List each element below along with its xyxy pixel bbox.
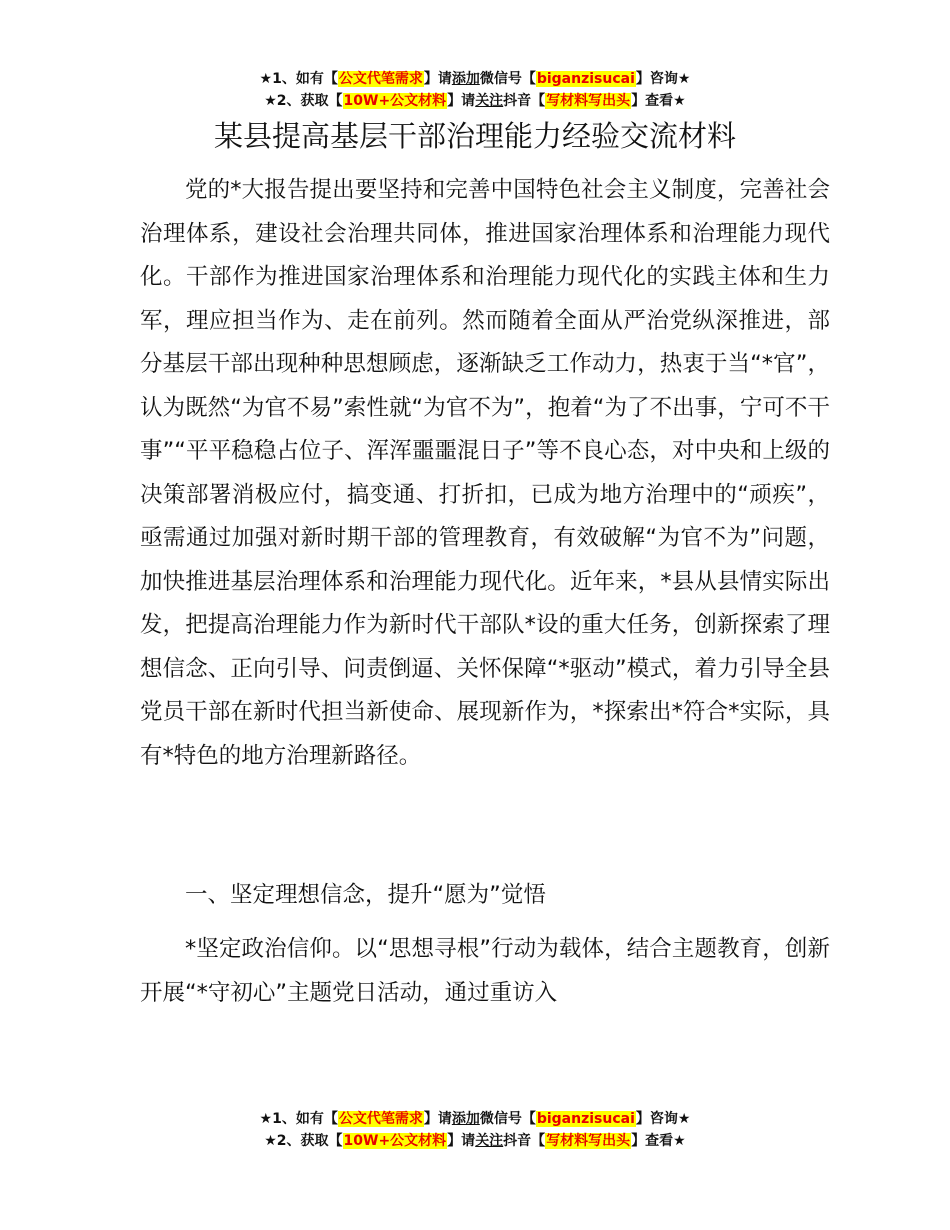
highlight-douyin-account: 写材料写出头 [546,1133,631,1149]
section-heading-1: 一、坚定理想信念，提升“愿为”觉悟 [185,882,546,908]
document-title: 某县提高基层干部治理能力经验交流材料 [213,119,736,153]
promo-text: ★1、如有【 [259,71,338,87]
highlight-service: 公文代笔需求 [338,71,423,87]
promo-text: 微信号【 [479,71,536,87]
highlight-materials: 10W+公文材料 [343,1133,447,1149]
promo-text: 抖音【 [503,1133,546,1149]
promo-text: 】请 [447,93,476,109]
promo-text: 】咨询★ [635,1111,691,1127]
promo-text: ★2、获取【 [264,93,343,109]
highlight-wechat-id: biganzisucai [536,71,635,87]
promo-line-1 [0,68,950,90]
promo-text: 】请 [423,71,452,87]
promo-text: 抖音【 [503,93,546,109]
promo-text: 微信号【 [479,1111,536,1127]
promo-line-2 [0,1130,950,1152]
underlined-text: 添加 [451,1111,480,1127]
underlined-text: 关注 [475,1133,504,1149]
promo-banner-bottom [0,1108,950,1152]
promo-line-2 [0,90,950,112]
promo-text: ★2、获取【 [264,1133,343,1149]
underlined-text: 添加 [451,71,480,87]
body-paragraph-1: 党的*大报告提出要坚持和完善中国特色社会主义制度，完善社会治理体系，建设社会治理共同体，推进国家治理体系和治理能力现代化。干部作为推进国家治理体系和治理能力现代化的实践主体和生力军，理应担当作为、走在前列。然而随着全面从严治党纵深推进，部分基层干部出现种种思想顾虑，逐渐缺乏工作动力，热衷于当“*官”，认为既然“为官不易”索性就“为官不为”，抱着“为了不出事，宁可不干事”“平平稳稳占位子、浑浑噩噩混日子”等不良心态，对中央和上级的决策部署消极应付，搞变通、打折扣，已成为地方治理中的“顽疾”，亟需通过加强对新时期干部的管理教育，有效破解“为官不为”问题，加快推进基层治理体系和治理能力现代化。近年来，*县从县情实际出发，把提高治理能力作为新时代干部队*设的重大任务，创新探索了理想信念、正向引导、问责倒逼、关怀保障“*驱动”模式，着力引导全县党员干部在新时代担当新使命、展现新作为，*探索出*符合*实际，具有*特色的地方治理新路径。 [140,177,830,769]
promo-text: 】查看★ [631,1133,686,1149]
body-paragraph-2: *坚定政治信仰。以“思想寻根”行动为载体，结合主题教育，创新开展“*守初心”主题党日活动，通过重访入 [140,936,830,1006]
highlight-douyin-account: 写材料写出头 [546,93,631,109]
promo-text: 】请 [423,1111,452,1127]
promo-banner-top [0,68,950,112]
highlight-service: 公文代笔需求 [338,1111,423,1127]
promo-text: ★1、如有【 [259,1111,338,1127]
promo-text: 】咨询★ [635,71,691,87]
promo-text: 】请 [447,1133,476,1149]
highlight-wechat-id: biganzisucai [536,1111,635,1127]
promo-text: 】查看★ [631,93,686,109]
promo-line-1 [0,1108,950,1130]
underlined-text: 关注 [475,93,504,109]
highlight-materials: 10W+公文材料 [343,93,447,109]
